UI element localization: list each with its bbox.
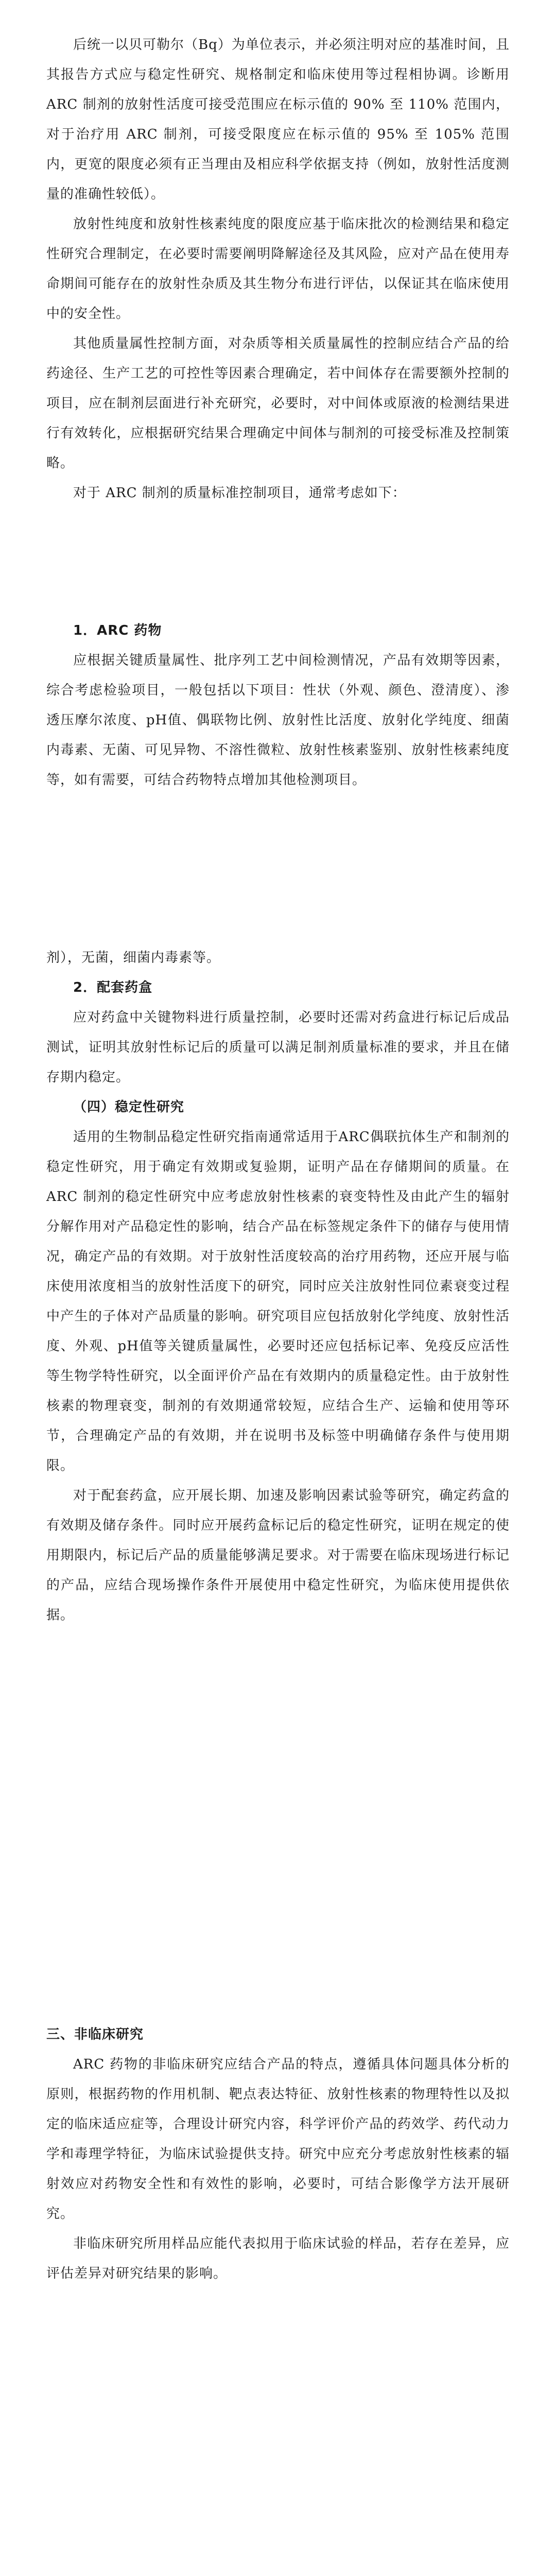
paragraph-kit-stability: 对于配套药盒，应开展长期、加速及影响因素试验等研究，确定药盒的有效期及储存条件。同时应开展药盒标记后的稳定性研究，证明在规定的使用期限内，标记后产品的质量能够满足要求。对于需要在临床现场进行标记的产品，应结合现场操作条件开展使用中稳定性研究，为临床使用提供依据。: [46, 1488, 510, 1623]
paragraph-purity-limits: 放射性纯度和放射性核素纯度的限度应基于临床批次的检测结果和稳定性研究合理制定，在必要时需要阐明降解途径及其风险，应对产品在使用寿命期间可能存在的放射性杂质及其生物分布进行评估，以保证其在临床使用中的安全性。: [46, 216, 510, 321]
heading-stability-study: （四）稳定性研究: [73, 1099, 185, 1115]
paragraph-other-attributes: 其他质量属性控制方面，对杂质等相关质量属性的控制应结合产品的给药途径、生产工艺的可控性等因素合理确定，若中间体存在需要额外控制的项目，应在制剂层面进行补充研究，必要时，对中间体或原液的检测结果进行有效转化，应根据研究结果合理确定中间体与制剂的可接受标准及控制策略。: [46, 336, 510, 471]
heading-nonclinical: 三、非临床研究: [46, 2027, 144, 2042]
section-quality-specifications: [46, 30, 510, 508]
paragraph-nonclinical-principles: ARC 药物的非临床研究应结合产品的特点，遵循具体问题具体分析的原则，根据药物的作用机制、靶点表达特征、放射性核素的物理特性以及拟定的临床适应症等，合理设计研究内容，科学评价产品的药效学、药代动力学和毒理学特征，为临床试验提供支持。研究中应充分考虑放射性核素的辐射效应对药物安全性和有效性的影响，必要时，可结合影像学方法开展研究。: [46, 2057, 510, 2222]
paragraph-stability-study: 适用的生物制品稳定性研究指南通常适用于ARC偶联抗体生产和制剂的稳定性研究，用于确定有效期或复验期，证明产品在存储期间的质量。在ARC 制剂的稳定性研究中应考虑放射性核素的衰变特性及由此产生的辐射分解作用对产品稳定性的影响，结合产品在标签规定条件下的储存与使用情况，确定产品的有效期。对于放射性活度较高的治疗用药物，还应开展与临床使用浓度相当的放射性活度下的研究，同时应关注放射性同位素衰变过程中产生的子体对产品质量的影响。研究项目应包括放射化学纯度、放射性活度、外观、pH值等关键质量属性，必要时还应包括标记率、免疫反应活性等生物学特性研究，以全面评价产品在有效期内的质量稳定性。由于放射性核素的物理衰变，制剂的有效期通常较短，应结合生产、运输和使用等环节，合理确定产品的有效期，并在说明书及标签中明确储存条件与使用期限。: [46, 1129, 510, 1473]
section-kit-and-stability: [46, 943, 510, 1630]
section-nonclinical: [46, 2020, 510, 2289]
paragraph-continuation: 剂），无菌，细菌内毒素等。: [46, 950, 221, 965]
subheading-kit: 2．配套药盒: [73, 980, 153, 995]
paragraph-spec-items-intro: 对于 ARC 制剂的质量标准控制项目，通常考虑如下：: [73, 485, 406, 501]
paragraph-activity-limits: 后统一以贝可勒尔（Bq）为单位表示，并必须注明对应的基准时间，且其报告方式应与稳定性研究、规格制定和临床使用等过程相协调。诊断用 ARC 制剂的放射性活度可接受范围应在标示值的 90% 至 110% 范围内，对于治疗用 ARC 制剂，可接受限度应在标示值的 95% 至 105% 范围内，更宽的限度必须有正当理由及相应科学依据支持（例如，放射性活度测量的准确性较低）。: [46, 37, 510, 202]
section-arc-drug: [46, 616, 510, 795]
paragraph-nonclinical-samples: 非临床研究所用样品应能代表拟用于临床试验的样品，若存在差异，应评估差异对研究结果的影响。: [46, 2236, 510, 2281]
paragraph-kit-control: 应对药盒中关键物料进行质量控制，必要时还需对药盒进行标记后成品测试，证明其放射性标记后的质量可以满足制剂质量标准的要求，并且在储存期内稳定。: [46, 1010, 510, 1085]
subheading-arc-drug: 1．ARC 药物: [73, 623, 162, 638]
paragraph-arc-drug-tests: 应根据关键质量属性、批序列工艺中间检测情况，产品有效期等因素，综合考虑检验项目，一般包括以下项目：性状（外观、颜色、澄清度）、渗透压摩尔浓度、pH值、偶联物比例、放射性比活度、放射化学纯度、细菌内毒素、无菌、可见异物、不溶性微粒、放射性核素鉴别、放射性核素纯度等，如有需要，可结合药物特点增加其他检测项目。: [46, 653, 510, 788]
